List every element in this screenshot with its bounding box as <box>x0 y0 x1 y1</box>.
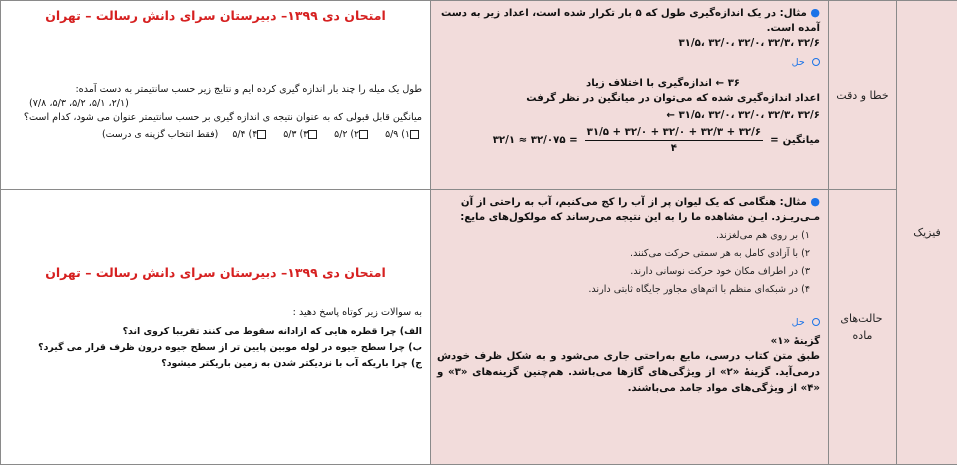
exam-values: (۲/۱، ۵/۱، ۵/۲، ۵/۳، ۷/۸) <box>9 97 422 111</box>
mean-label: میانگین <box>783 133 820 148</box>
mean-fraction <box>585 125 763 156</box>
list-item: ۴) در شبکه‌ای منظم با اتم‌های مجاور جایگاه ثابتی دارند. <box>437 282 810 297</box>
deviant-line <box>437 76 820 91</box>
choice-list <box>437 228 820 297</box>
list-item: ۳) در اطراف مکان خود حرکت نوسانی دارند. <box>437 264 810 279</box>
list-item: ۲) با آزادی کامل به هر سمتی حرکت می‌کنند. <box>437 246 810 261</box>
exam-title: امتحان دی ۱۳۹۹– دبیرستان سرای دانش رسالت – تهران <box>9 9 422 23</box>
list-item: ج) چرا باریکه آب با نزدیکتر شدن به زمین باریکتر میشود؟ <box>9 356 422 372</box>
checkbox-icon[interactable] <box>308 130 317 139</box>
mean-formula: میانگین = $\frac{۳۲/۶ + ۳۲/۳ + ۳۲/۰ + ۳۲/۰ + ۳۱/۵}{۴}$ = ۳۲/۰۷۵ ≈ ۳۲/۱ <box>437 125 820 156</box>
table-row <box>1 190 957 465</box>
topic-label: حالت‌های ماده <box>843 310 883 344</box>
exam-question-2: میانگین قابل قبولی که به عنوان نتیجه ی اندازه گیری بر حسب سانتیمتر عنوان می شود، کدام است؟ <box>9 111 422 125</box>
mean-values: ۳۲/۶ ،۳۲/۳ ،۳۲/۰ ،۳۲/۰ ،۳۱/۵ <box>678 110 820 121</box>
subject-cell <box>897 1 957 465</box>
example-text: در یک اندازه‌گیری طول که ۵ بار تکرار شده است، اعداد زیر به دست آمده است. <box>441 8 820 34</box>
exam-question-1: طول یک میله را چند بار اندازه گیری کرده ایم و نتایج زیر حسب سانتیمتر به دست آمده: <box>9 83 422 97</box>
topic-cell <box>829 190 897 465</box>
exam-cell <box>1 1 431 190</box>
option-1[interactable]: ۱) ۵/۹ <box>385 128 422 142</box>
example-label: مثال: <box>780 197 807 208</box>
solution-heading <box>437 315 820 330</box>
exam-questions <box>9 324 422 372</box>
mean-values-line <box>437 108 820 123</box>
example-statement <box>437 5 820 36</box>
fraction-numerator: ۳۲/۶ + ۳۲/۳ + ۳۲/۰ + ۳۲/۰ + ۳۱/۵ <box>585 125 763 141</box>
mean-note: اعداد اندازه‌گیری شده که می‌توان در میانگین در نظر گرفت <box>437 91 820 106</box>
subject-label: فیزیک <box>913 226 941 239</box>
fraction-denominator: ۴ <box>669 141 679 156</box>
example-text: هنگامی که یک لیوان پر از آب را کج می‌کنیم، آب به راحتی از آن مـی‌ریـزد. ایـن مشاهده ما را به این نتیجه می‌رساند که مولکول‌های مایع: <box>460 197 820 223</box>
topic-cell <box>829 1 897 190</box>
topic-label: خطا و دقت <box>836 89 888 102</box>
ring-bullet-icon <box>812 58 820 66</box>
example-cell <box>431 190 829 465</box>
list-item: ب) چرا سطح جیوه در لوله موبین پایین تر از سطح جیوه درون ظرف قرار می گیرد؟ <box>9 340 422 356</box>
solution-label: حل <box>792 57 805 68</box>
checkbox-icon[interactable] <box>410 130 419 139</box>
answer-label: گزینۀ «۱» <box>437 334 820 349</box>
options-note: (فقط انتخاب گزینه ی درست) <box>102 128 218 142</box>
exam-intro: به سوالات زیر کوتاه پاسخ دهید : <box>9 306 422 320</box>
answer-explanation: طبق متن کتاب درسی، مایع به‌راحتی جاری می‌شود و به شکل ظرف خودش درمی‌آید. گزینۀ «۲» از ویژگی‌های گازها می‌باشد. هم‌چنین گزینه‌های «۳» و «۴» از ویژگی‌های مواد جامد می‌باشند. <box>437 349 820 397</box>
deviant-value: ۳۶ <box>728 78 740 89</box>
arrow-icon: ← <box>666 110 675 121</box>
solution-label: حل <box>792 317 805 328</box>
ring-bullet-icon <box>812 318 820 326</box>
checkbox-icon[interactable] <box>257 130 266 139</box>
exam-cell <box>1 190 431 465</box>
example-label: مثال: <box>780 8 807 19</box>
example-statement <box>437 194 820 225</box>
option-4[interactable]: ۴) ۵/۴ <box>232 128 269 142</box>
exam-title: امتحان دی ۱۳۹۹– دبیرستان سرای دانش رسالت – تهران <box>9 266 422 280</box>
checkbox-icon[interactable] <box>359 130 368 139</box>
solution-heading <box>437 55 820 70</box>
list-item: ۱) بر روی هم می‌لغزند. <box>437 228 810 243</box>
table-row <box>1 1 957 190</box>
exam-options <box>9 128 422 142</box>
arrow-icon: ← <box>715 78 724 89</box>
list-item: الف) چرا قطره هایی که ازادانه سقوط می کنند تقریبا کروی اند؟ <box>9 324 422 340</box>
bullet-dot-icon: ● <box>810 195 820 208</box>
bullet-dot-icon: ● <box>810 6 820 19</box>
deviant-note: اندازه‌گیری با اختلاف زیاد <box>586 78 712 89</box>
example-values: ۳۲/۶ ،۳۲/۳ ،۳۲/۰ ،۳۲/۰ ،۳۱/۵ <box>437 36 820 51</box>
mean-result: = ۳۲/۰۷۵ ≈ ۳۲/۱ <box>493 133 578 148</box>
option-3[interactable]: ۳) ۵/۳ <box>283 128 320 142</box>
example-cell <box>431 1 829 190</box>
option-2[interactable]: ۲) ۵/۲ <box>334 128 371 142</box>
